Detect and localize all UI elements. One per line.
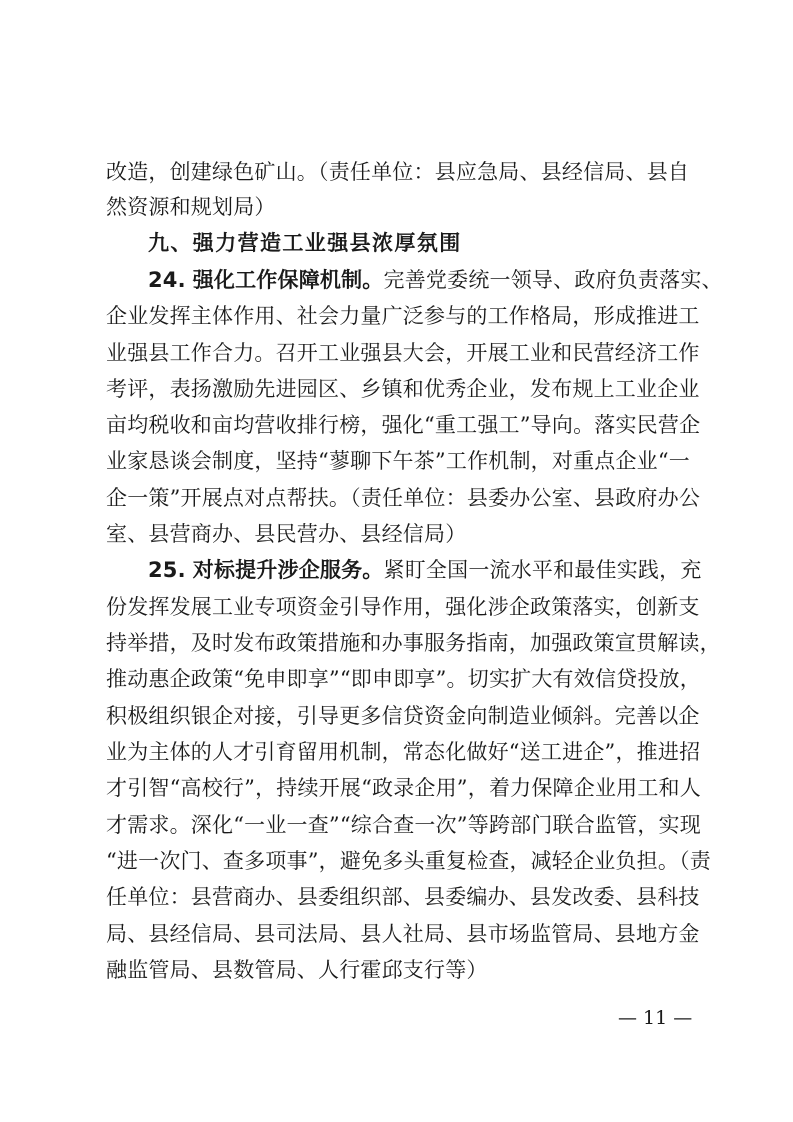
item-25-first-line [148, 550, 702, 590]
item-25-line: 积极组织银企对接，引导更多信贷资金向制造业倾斜。完善以企 [106, 704, 700, 728]
item-24-first-line-text: 完善党委统一领导、政府负责落实、 [383, 268, 723, 292]
item-25-line: 才引智“高校行”，持续开展“政录企用”，着力保障企业用工和人 [106, 776, 701, 800]
intro-line-1: 改造，创建绿色矿山。（责任单位：县应急局、县经信局、县自 [106, 160, 690, 184]
item-25-line: 推动惠企政策“免申即享”“即申即享”。切实扩大有效信贷投放， [106, 667, 701, 691]
intro-line-2: 然资源和规划局） [106, 195, 276, 219]
item-25-line: 业为主体的人才引育留用机制，常态化做好“送工进企”，推进招 [106, 740, 701, 764]
item-24-line: 企一策”开展点对点帮扶。（责任单位：县委办公室、县政府办公 [106, 486, 701, 510]
item-25-line: 份发挥发展工业专项资金引导作用，强化涉企政策落实，创新支 [106, 595, 700, 619]
item-25-line: 才需求。深化“一业一查”“综合查一次”等跨部门联合监管，实现 [106, 813, 701, 837]
item-24-line: 考评，表扬激励先进园区、乡镇和优秀企业，发布规上工业企业 [106, 377, 700, 401]
item-24-line: 室、县营商办、县民营办、县经信局） [106, 522, 467, 546]
item-25-line: 融监管局、县数管局、人行霍邱支行等） [106, 958, 488, 982]
item-25-first-line-text: 紧盯全国一流水平和最佳实践，充 [383, 558, 702, 582]
item-24-line: 业家恳谈会制度，坚持“蓼聊下午茶”工作机制，对重点企业“一 [106, 449, 691, 473]
item-25-line: 局、县经信局、县司法局、县人社局、县市场监管局、县地方金 [106, 922, 700, 946]
item-24-line: 企业发挥主体作用、社会力量广泛参与的工作格局，形成推进工 [106, 304, 700, 328]
item-24-line: 亩均税收和亩均营收排行榜，强化“重工强工”导向。落实民营企 [106, 413, 701, 437]
page-number: — 11 — [618, 1007, 693, 1029]
item-24-number: 24. [148, 268, 186, 292]
item-24-first-line [148, 260, 723, 300]
item-24-line: 业强县工作合力。召开工业强县大会，开展工业和民营经济工作 [106, 341, 700, 365]
item-25-title: 对标提升涉企服务。 [192, 558, 384, 582]
item-24-title: 强化工作保障机制。 [192, 268, 384, 292]
item-25-line: 持举措，及时发布政策措施和办事服务指南，加强政策宣贯解读， [106, 631, 721, 655]
item-25-number: 25. [148, 558, 186, 582]
section-heading: 九、强力营造工业强县浓厚氛围 [148, 231, 462, 255]
item-25-line: 任单位：县营商办、县委组织部、县委编办、县发改委、县科技 [106, 885, 700, 909]
item-25-line: “进一次门、查多项事”，避免多头重复检查，减轻企业负担。（责 [106, 849, 711, 873]
